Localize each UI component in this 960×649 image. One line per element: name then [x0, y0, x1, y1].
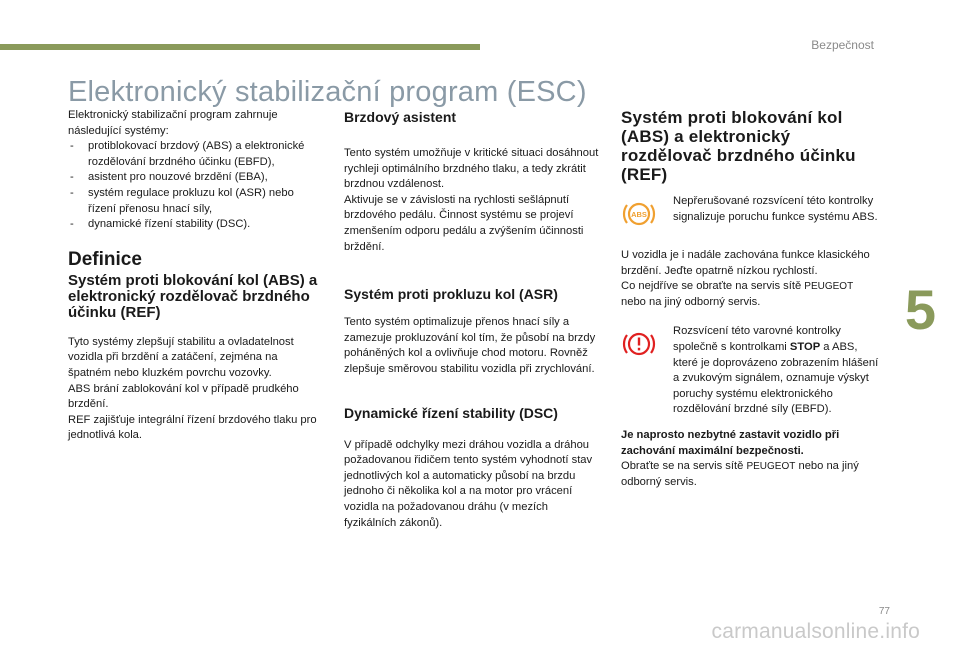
brake-warning-icon — [621, 328, 657, 360]
list-item: - systém regulace prokluzu kol (ASR) nebo řízení přenosu hnací síly, — [68, 186, 318, 217]
asr-heading: Systém proti prokluzu kol (ASR) — [344, 286, 558, 303]
column-left — [68, 108, 318, 444]
list-item: - dynamické řízení stability (DSC). — [68, 217, 318, 233]
abs-icon-label: ABS — [631, 210, 647, 219]
watermark: carmanualsonline.info — [711, 620, 920, 643]
column-right — [621, 108, 881, 490]
brake-assist-heading: Brzdový asistent — [344, 109, 457, 125]
fallback-braking-text: U vozidla je i nadále zachována funkce klasického brzdění. Jeďte opatrně nízkou rychlostí. — [621, 249, 870, 277]
list-item: - protiblokovací brzdový (ABS) a elektronické rozdělování brzdného účinku (EBFD), — [68, 139, 318, 170]
page-title: Elektronický stabilizační program (ESC) — [68, 76, 587, 108]
abs-warning-icon — [621, 198, 657, 230]
abs-text: ABS brání zablokování kol v případě prudkého brzdění. — [68, 382, 299, 411]
brake-assist-text: Tento systém umožňuje v kritické situaci dosáhnout rychleji optimálního brzdného tlaku, a tedy zkrátit brzdnou vzdálenost. — [344, 147, 599, 191]
systems-list — [68, 139, 318, 233]
chapter-number: 5 — [904, 278, 936, 341]
page-number: 77 — [878, 606, 890, 617]
brake-assist-text: Aktivuje se v závislosti na rychlosti sešlápnutí brzdového pedálu. Činnost systému se projeví zmenšením odporu pedálu a zvýšením účinnosti brždění. — [344, 193, 584, 253]
abs-text: Tyto systémy zlepšují stabilitu a ovladatelnost vozidla při brzdění a zatáčení, zejména na špatném nebo kluzkém povrchu vozovky. — [68, 335, 294, 379]
brake-lamp-text: Rozsvícení této varovné kontrolky společně s kontrolkami STOP a ABS, které je doprovázeno zobrazením hlášení a zvukovým signálem, oznamuje výskyt poruchy systému elektronického rozdělování brzdné síly (EBFD). — [673, 325, 879, 416]
asr-text: Tento systém optimalizuje přenos hnací síly a zamezuje prokluzování kol tím, že působí na brzdy poháněných kol a ovlivňuje chod motoru. Rovněž zlepšuje směrovou stabilitu vozidla při zrychlování. — [344, 316, 596, 375]
abs-warning-row — [621, 194, 881, 240]
service-text: Co nejdříve se obraťte na servis sítě PEUGEOT nebo na jiný odborný servis. — [621, 280, 854, 308]
abs-heading: Systém proti blokování kol (ABS) a elektronický rozdělovač brzdného účinku (REF) — [68, 271, 318, 321]
service-text: Obraťte se na servis sítě PEUGEOT nebo na jiný odborný servis. — [621, 460, 859, 488]
definitions-heading: Definice — [68, 248, 142, 270]
dsc-heading: Dynamické řízení stability (DSC) — [344, 404, 558, 421]
abs-ref-heading: Systém proti blokování kol (ABS) a elektronický rozdělovač brzdného účinku (REF) — [621, 108, 856, 184]
brake-warning-row — [621, 324, 881, 418]
ref-text: REF zajišťuje integrální řízení brzdového tlaku pro jednotlivá kola. — [68, 413, 317, 442]
column-middle — [344, 108, 599, 531]
abs-lamp-text: Nepřerušované rozsvícení této kontrolky signalizuje poruchu funkce systému ABS. — [673, 195, 878, 223]
stop-vehicle-warning: Je naprosto nezbytné zastavit vozidlo při zachování maximální bezpečnosti. — [621, 428, 840, 457]
dsc-text: V případě odchylky mezi dráhou vozidla a dráhou požadovanou řidičem tento systém vyhodnotí stav jednotlivých kol a automaticky působí na brzdu jednoho či několika kol a na motor pro vrácení vozidla na požadovanou dráhu (v mezích fyzikálních zákonů). — [344, 438, 593, 529]
list-item: - asistent pro nouzové brzdění (EBA), — [68, 170, 318, 186]
section-name: Bezpečnost — [811, 38, 874, 52]
intro-text: Elektronický stabilizační program zahrnuje následující systémy: — [68, 109, 278, 137]
header-accent-bar — [0, 44, 480, 50]
